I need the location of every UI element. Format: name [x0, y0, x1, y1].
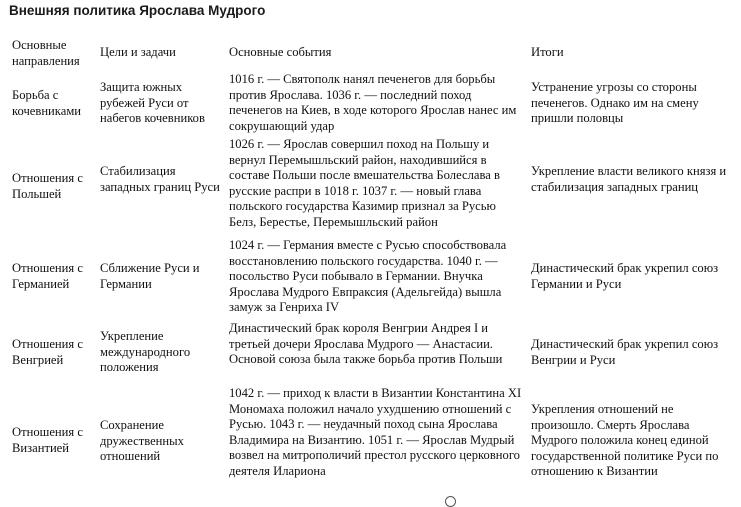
header-results: Итоги: [531, 45, 564, 59]
row-byzantium-results: Укрепления отношений не произошло. Смерть Ярослава Мудрого положила конец единой государственной политике Руси по отношению к Византии: [531, 402, 719, 479]
header-events: Основные события: [229, 45, 332, 59]
row-germany-results: Династический брак укрепил союз Германии и Руси: [531, 261, 719, 291]
header-directions: Основные направления: [12, 38, 80, 68]
row-hungary-direction: Отношения с Венгрией: [12, 337, 83, 367]
page-title: Внешняя политика Ярослава Мудрого: [9, 3, 266, 18]
row-nomads-results: Устранение угрозы со стороны печенегов. Однако им на смену пришли половцы: [531, 80, 699, 126]
row-poland-goals: Стабилизация западных границ Руси: [100, 164, 220, 194]
row-poland-events: 1026 г. — Ярослав совершил поход на Польшу и вернул Перемышльский район, находившийся в составе Польши после вмешательства Болеслава в русские распри в 1018 г. 1037 г. — новый глава польского государства Казимир признал за Русью Белз, Берестье, Перемышльский район: [229, 137, 500, 229]
row-byzantium-direction: Отношения с Византией: [12, 425, 83, 455]
row-byzantium-goals: Сохранение дружественных отношений: [100, 418, 184, 464]
row-hungary-events: Династический брак короля Венгрии Андрея I и третьей дочери Ярослава Мудрого — Анастасии. Основой союза была также борьба против Польши: [229, 321, 503, 367]
row-germany-events: 1024 г. — Германия вместе с Русью способствовала восстановлению польского государства. 1040 г. — посольство Руси побывало в Германии. Внучка Ярослава Мудрого Евпраксия (Адельгейда) вышла замуж за Генриха IV: [229, 238, 507, 315]
row-nomads-events: 1016 г. — Святополк нанял печенегов для борьбы против Ярослава. 1036 г. — последний поход печенегов на Киев, в ходе которого Ярослав нанес им сокрушающий удар: [229, 72, 517, 133]
row-germany-direction: Отношения с Германией: [12, 261, 83, 291]
row-germany-goals: Сближение Руси и Германии: [100, 261, 200, 291]
row-poland-direction: Отношения с Польшей: [12, 171, 83, 201]
row-hungary-results: Династический брак укрепил союз Венгрии и Руси: [531, 337, 719, 367]
row-poland-results: Укрепление власти великого князя и стабилизация западных границ: [531, 164, 727, 194]
cursor-circle-icon: [445, 496, 456, 507]
row-byzantium-events: 1042 г. — приход к власти в Византии Константина XI Мономаха положил начало ухудшению отношений с Русью. 1043 г. — неудачный поход сына Ярослава Владимира на Византию. 1051 г. — Ярослав Мудрый возвел на митрополичий престол русского церковного деятеля Илариона: [229, 386, 522, 478]
header-goals: Цели и задачи: [100, 45, 176, 59]
row-hungary-goals: Укрепление международного положения: [100, 329, 191, 375]
row-nomads-goals: Защита южных рубежей Руси от набегов кочевников: [100, 80, 205, 126]
row-nomads-direction: Борьба с кочевниками: [12, 88, 82, 118]
